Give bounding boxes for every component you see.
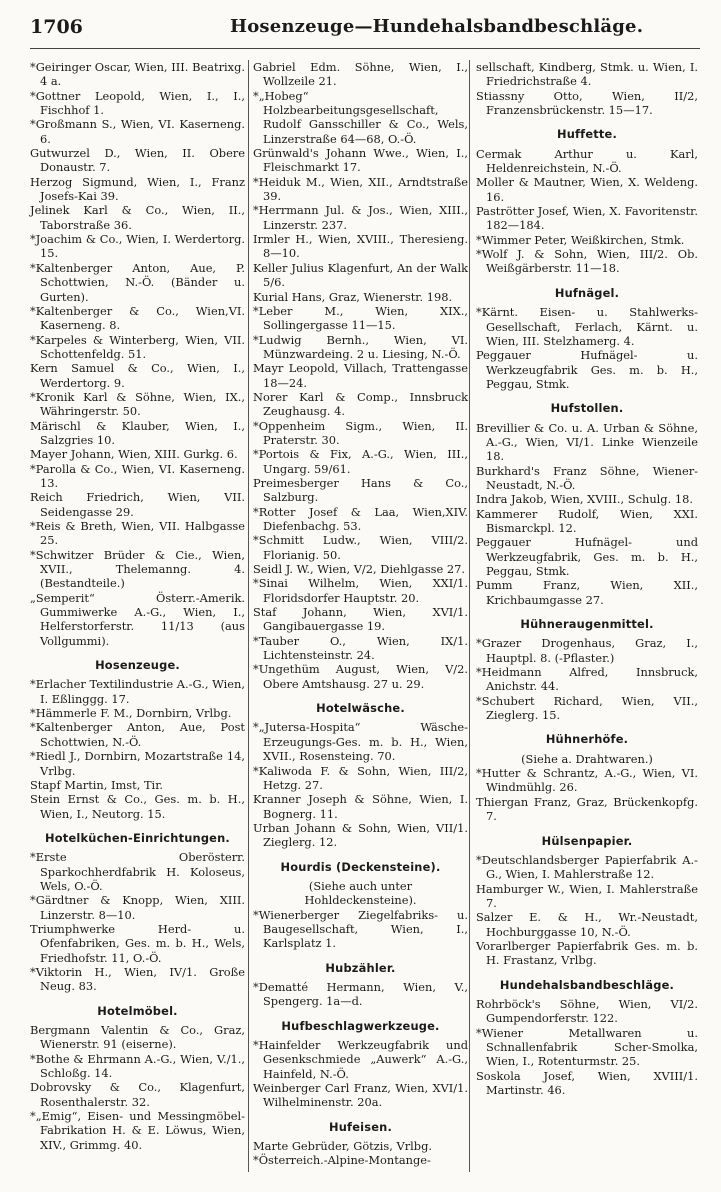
directory-entry: Moller & Mautner, Wien, X. Weldeng. 16. <box>476 175 698 204</box>
directory-entry: Weinberger Carl Franz, Wien, XVI/1. Wilhelminenstr. 20a. <box>253 1081 468 1110</box>
directory-entry: Indra Jakob, Wien, XVIII., Schulg. 18. <box>476 492 693 507</box>
directory-entry: *Ludwig Bernh., Wien, VI. Münzwardeing. 2 u. Liesing, N.-Ö. <box>253 332 468 361</box>
directory-entry: Soskola Josef, Wien, XVIII/1. Martinstr. 46. <box>476 1068 698 1097</box>
directory-entry: *Leber M., Wien, XIX., Sollingergasse 11—15. <box>253 303 468 333</box>
section-note: (Siehe auch unter Hohldeckensteine). <box>304 878 417 908</box>
directory-entry: Märischl & Klauber, Wien, I., Salzgries 10. <box>30 418 245 447</box>
directory-entry: *Kaltenberger & Co., Wien,VI. Kaserneng. 8. <box>30 303 245 333</box>
directory-entry: *Oppenheim Sigm., Wien, II. Praterstr. 30. <box>253 418 468 447</box>
directory-entry: Mayer Johann, Wien, XIII. Gurkg. 6. <box>30 447 238 462</box>
directory-entry: *Dematté Hermann, Wien, V., Spengerg. 1a—d. <box>253 979 468 1009</box>
directory-entry: *Kaliwoda F. & Sohn, Wien, III/2, Hetzg. 27. <box>253 763 468 792</box>
directory-entry: Staf Johann, Wien, XVI/1. Gangibauergasse 19. <box>253 605 468 634</box>
directory-entry: *Österreich.-Alpine-Montange- <box>253 1153 431 1168</box>
directory-entry: Jelinek Karl & Co., Wien, II., Taborstraße 36. <box>30 203 245 232</box>
directory-entry: Salzer E. & H., Wr.-Neustadt, Hochburggasse 10, N.-Ö. <box>476 910 698 939</box>
directory-entry: Stapf Martin, Imst, Tir. <box>30 777 164 792</box>
section-heading: Hotelwäsche. <box>316 701 405 716</box>
directory-entry: *Schmitt Ludw., Wien, VIII/2. Florianig. 50. <box>253 533 468 562</box>
section-heading: Hühneraugenmittel. <box>520 617 654 632</box>
directory-entry: *Riedl J., Dornbirn, Mozartstraße 14, Vrlbg. <box>30 749 245 778</box>
directory-entry: Kranner Joseph & Söhne, Wien, I. Bognerg. 11. <box>253 792 468 821</box>
directory-entry: *Heiduk M., Wien, XII., Arndtstraße 39. <box>253 174 468 204</box>
section-heading: Hühnerhöfe. <box>545 732 629 747</box>
directory-entry: *Großmann S., Wien, VI. Kaserneng. 6. <box>30 117 245 146</box>
header-rule <box>30 48 700 49</box>
directory-entry: Burkhard's Franz Söhne, Wiener-Neustadt, N.-Ö. <box>476 463 698 492</box>
section-heading: Hundehalsbandbeschläge. <box>499 977 675 992</box>
directory-entry: sellschaft, Kindberg, Stmk. u. Wien, I. Friedrichstraße 4. <box>476 60 698 89</box>
directory-entry: Vorarlberger Papierfabrik Ges. m. b. H. Frastanz, Vrlbg. <box>476 938 698 968</box>
page-number: 1706 <box>30 16 83 38</box>
section-note: (Siehe a. Drahtwaren.) <box>521 751 653 766</box>
directory-entry: Grünwald's Johann Wwe., Wien, I., Fleischmarkt 17. <box>253 146 468 175</box>
directory-entry: Gabriel Edm. Söhne, Wien, I., Wollzeile 21. <box>253 60 468 89</box>
directory-entry: Hamburger W., Wien, I. Mahlerstraße 7. <box>476 881 698 910</box>
directory-entry: Gutwurzel D., Wien, II. Obere Donaustr. 7. <box>30 146 245 175</box>
directory-entry: *Wiener Metallwaren u. Schnallenfabrik Scher-Smolka, Wien, I., Rotenturmstr. 25. <box>476 1025 698 1069</box>
directory-entry: *Wimmer Peter, Weißkirchen, Stmk. <box>476 232 685 247</box>
directory-entry: *Kärnt. Eisen- u. Stahlwerks-Gesellschaft, Ferlach, Kärnt. u. Wien, III. Stelzhamerg. 4. <box>476 305 698 348</box>
directory-entry: *Heidmann Alfred, Innsbruck, Anichstr. 44. <box>476 665 698 694</box>
section-heading: Hülsenpapier. <box>541 833 633 848</box>
directory-entry: *Schwitzer Brüder & Cie., Wien, XVII., Thelemanng. 4. (Bestandteile.) <box>30 547 245 591</box>
directory-entry: *„Hobeg“ Holzbearbeitungsgesellschaft, Rudolf Gansschiller & Co., Wels, Linzerstraße 64—68, O.-Ö. <box>253 88 468 146</box>
directory-entry: Reich Friedrich, Wien, VII. Seidengasse 29. <box>30 490 245 519</box>
directory-entry: Herzog Sigmund, Wien, I., Franz Josefs-Kai 39. <box>30 174 245 204</box>
column-divider <box>248 60 249 1172</box>
section-heading: Hotelmöbel. <box>97 1003 178 1018</box>
directory-entry: *Wienerberger Ziegelfabriks- u. Baugesellschaft, Wien, I., Karlsplatz 1. <box>253 907 468 951</box>
directory-entry: Rohrböck's Söhne, Wien, VI/2. Gumpendorferstr. 122. <box>476 996 698 1026</box>
section-heading: Hosenzeuge. <box>95 658 180 673</box>
directory-entry: *Sinai Wilhelm, Wien, XXI/1. Floridsdorfer Hauptstr. 20. <box>253 576 468 605</box>
directory-entry: *Kronik Karl & Söhne, Wien, IX., Währingerstr. 50. <box>30 389 245 419</box>
directory-entry: *Reis & Breth, Wien, VII. Halbgasse 25. <box>30 519 245 548</box>
directory-entry: Peggauer Hufnägel- u. Werkzeugfabrik Ges. m. b. H., Peggau, Stmk. <box>476 348 698 391</box>
column-3 <box>476 60 698 1097</box>
directory-entry: Irmler H., Wien, XVIII., Theresieng. 8—10. <box>253 232 468 261</box>
directory-entry: Preimesberger Hans & Co., Salzburg. <box>253 475 468 505</box>
section-heading: Hufeisen. <box>329 1119 392 1134</box>
directory-entry: *Grazer Drogenhaus, Graz, I., Hauptpl. 8. (-Pflaster.) <box>476 636 698 665</box>
directory-entry: *Erlacher Textilindustrie A.-G., Wien, I. Eßlinggg. 17. <box>30 677 245 706</box>
directory-entry: *Wolf J. & Sohn, Wien, III/2. Ob. Weißgärberstr. 11—18. <box>476 247 698 276</box>
directory-entry: *Hainfelder Werkzeugfabrik und Gesenkschmiede „Auwerk“ A.-G., Hainfeld, N.-Ö. <box>253 1038 468 1081</box>
directory-entry: *Karpeles & Winterberg, Wien, VII. Schottenfeldg. 51. <box>30 332 245 361</box>
directory-entry: *Schubert Richard, Wien, VII., Zieglerg. 15. <box>476 693 698 723</box>
page-title: Hosenzeuge—Hundehalsbandbeschläge. <box>230 16 644 37</box>
section-heading: Hubzähler. <box>325 960 396 975</box>
directory-entry: Marte Gebrüder, Götzis, Vrlbg. <box>253 1139 433 1154</box>
directory-entry: *Joachim & Co., Wien, I. Werdertorg. 15. <box>30 232 245 261</box>
directory-entry: *Hämmerle F. M., Dornbirn, Vrlbg. <box>30 706 232 721</box>
directory-entry: *„Jutersa-Hospita“ Wäsche-Erzeugungs-Ges. m. b. H., Wien, XVII., Rosensteing. 70. <box>253 720 468 764</box>
column-1 <box>30 60 245 1152</box>
directory-entry: Paströtter Josef, Wien, X. Favoritenstr. 182—184. <box>476 204 698 233</box>
directory-entry: *Tauber O., Wien, IX/1. Lichtensteinstr. 24. <box>253 633 468 663</box>
directory-entry: „Semperit“ Österr.-Amerik. Gummiwerke A.-G., Wien, I., Helferstorferstr. 11/13 (aus Vollgummi). <box>30 590 245 648</box>
directory-entry: *Ungethüm August, Wien, V/2. Obere Amtshausg. 27 u. 29. <box>253 662 468 691</box>
directory-entry: *Kaltenberger Anton, Aue, Post Schottwien, N.-Ö. <box>30 720 245 749</box>
section-heading: Hufstollen. <box>550 401 624 416</box>
directory-entry: Kern Samuel & Co., Wien, I., Werdertorg. 9. <box>30 361 245 390</box>
section-heading: Hourdis (Deckensteine). <box>280 859 441 874</box>
directory-entry: *Portois & Fix, A.-G., Wien, III., Ungarg. 59/61. <box>253 447 468 476</box>
directory-entry: *„Emig“, Eisen- und Messingmöbel-Fabrikation H. & E. Löwus, Wien, XIV., Grimmg. 40. <box>30 1109 245 1152</box>
directory-entry: Cermak Arthur u. Karl, Heldenreichstein, N.-Ö. <box>476 146 698 176</box>
directory-entry: *Deutschlandsberger Papierfabrik A.-G., Wien, I. Mahlerstraße 12. <box>476 852 698 882</box>
directory-entry: *Gottner Leopold, Wien, I., I., Fischhof 1. <box>30 88 245 118</box>
section-heading: Hufnägel. <box>554 285 620 300</box>
column-divider <box>469 60 470 1172</box>
directory-entry: Thiergan Franz, Graz, Brückenkopfg. 7. <box>476 794 698 824</box>
directory-entry: *Geiringer Oscar, Wien, III. Beatrixg. 4 a. <box>30 60 245 89</box>
page-header <box>30 14 700 44</box>
directory-entry: Kurial Hans, Graz, Wienerstr. 198. <box>253 289 453 304</box>
section-heading: Huffette. <box>556 127 618 142</box>
directory-entry: *Erste Oberösterr. Sparkochherdfabrik H. Koloseus, Wels, O.-Ö. <box>30 850 245 893</box>
directory-entry: Keller Julius Klagenfurt, An der Walk 5/6. <box>253 260 468 290</box>
column-2 <box>253 60 468 1168</box>
section-heading: Hufbeschlagwerkzeuge. <box>281 1018 440 1033</box>
directory-entry: Peggauer Hufnägel- und Werkzeugfabrik, Ges. m. b. H., Peggau, Stmk. <box>476 535 698 578</box>
directory-entry: Kammerer Rudolf, Wien, XXI. Bismarckpl. 12. <box>476 506 698 535</box>
directory-entry: Pumm Franz, Wien, XII., Krichbaumgasse 27. <box>476 578 698 607</box>
directory-entry: Urban Johann & Sohn, Wien, VII/1. Zieglerg. 12. <box>253 820 468 850</box>
directory-entry: *Herrmann Jul. & Jos., Wien, XIII., Linzerstr. 237. <box>253 203 468 232</box>
directory-entry: Triumphwerke Herd- u. Ofenfabriken, Ges. m. b. H., Wels, Friedhofstr. 11, O.-Ö. <box>30 921 245 965</box>
directory-entry: Seidl J. W., Wien, V/2, Diehlgasse 27. <box>253 562 466 577</box>
directory-entry: Stein Ernst & Co., Ges. m. b. H., Wien, I., Neutorg. 15. <box>30 792 245 821</box>
directory-entry: Norer Karl & Comp., Innsbruck Zeughausg. 4. <box>253 389 468 419</box>
section-heading: Hotelküchen-Einrichtungen. <box>45 830 230 845</box>
directory-entry: *Rotter Josef & Laa, Wien,XIV. Diefenbachg. 53. <box>253 504 468 533</box>
directory-entry: *Hutter & Schrantz, A.-G., Wien, VI. Windmühlg. 26. <box>476 766 698 795</box>
directory-entry: *Parolla & Co., Wien, VI. Kaserneng. 13. <box>30 461 245 490</box>
directory-entry: *Gärdtner & Knopp, Wien, XIII. Linzerstr. 8—10. <box>30 893 245 922</box>
directory-entry: *Kaltenberger Anton, Aue, P. Schottwien, N.-Ö. (Bänder u. Gurten). <box>30 260 245 304</box>
directory-entry: Brevillier & Co. u. A. Urban & Söhne, A.-G., Wien, VI/1. Linke Wienzeile 18. <box>476 420 698 464</box>
directory-entry: *Viktorin H., Wien, IV/1. Große Neug. 83. <box>30 964 245 994</box>
directory-entry: *Bothe & Ehrmann A.-G., Wien, V./1., Schloßg. 14. <box>30 1051 245 1081</box>
directory-entry: Stiassny Otto, Wien, II/2, Franzensbrückenstr. 15—17. <box>476 88 698 118</box>
directory-entry: Dobrovsky & Co., Klagenfurt, Rosenthalerstr. 32. <box>30 1080 245 1109</box>
directory-entry: Bergmann Valentin & Co., Graz, Wienerstr. 91 (eiserne). <box>30 1023 245 1052</box>
directory-entry: Mayr Leopold, Villach, Trattengasse 18—24. <box>253 361 468 390</box>
